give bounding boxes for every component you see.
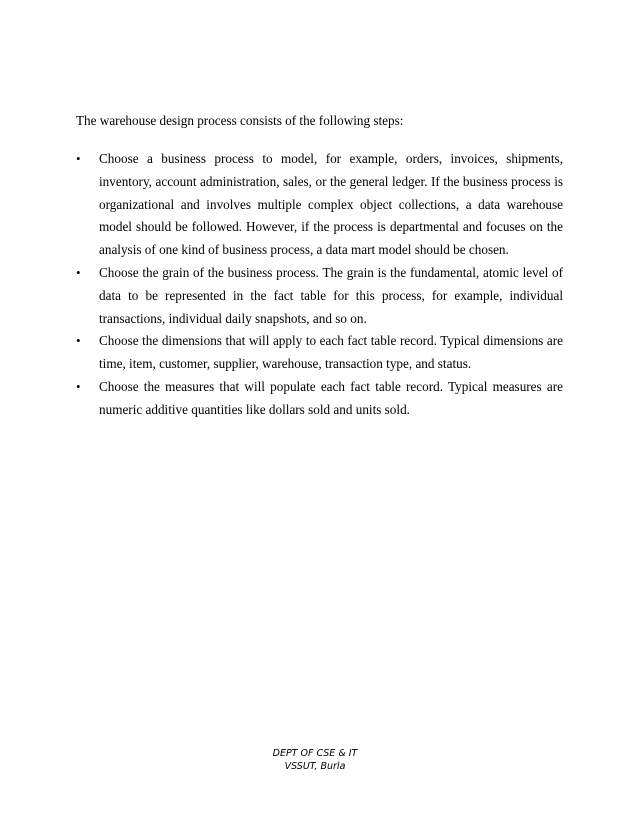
list-item — [76, 330, 563, 376]
bullet-icon: • — [76, 151, 81, 166]
step-text: Choose a business process to model, for example, orders, invoices, shipments, inventory, account administration, sales, or the general ledger. If the business process is organizational and involves multiple complex object collections, a data warehouse model should be followed. However, if the process is departmental and focuses on the analysis of one kind of business process, a data mart model should be chosen. — [99, 151, 563, 258]
design-steps-list — [76, 148, 563, 422]
list-item — [76, 148, 563, 262]
footer-department: DEPT OF CSE & IT — [272, 748, 358, 759]
list-item — [76, 262, 563, 330]
step-text: Choose the dimensions that will apply to each fact table record. Typical dimensions are time, item, customer, supplier, warehouse, transaction type, and status. — [99, 333, 563, 372]
step-text: Choose the grain of the business process. The grain is the fundamental, atomic level of data to be represented in the fact table for this process, for example, individual transactions, individual daily snapshots, and so on. — [99, 264, 563, 326]
bullet-icon: • — [76, 264, 81, 280]
list-item — [76, 376, 563, 422]
footer-institution: VSSUT, Burla — [284, 761, 346, 772]
step-text: Choose the measures that will populate each fact table record. Typical measures are numeric additive quantities like dollars sold and units sold. — [99, 378, 563, 417]
intro-paragraph: The warehouse design process consists of the following steps: — [76, 113, 404, 128]
page-footer — [0, 747, 630, 773]
bullet-icon: • — [76, 333, 81, 349]
bullet-icon: • — [76, 378, 81, 394]
